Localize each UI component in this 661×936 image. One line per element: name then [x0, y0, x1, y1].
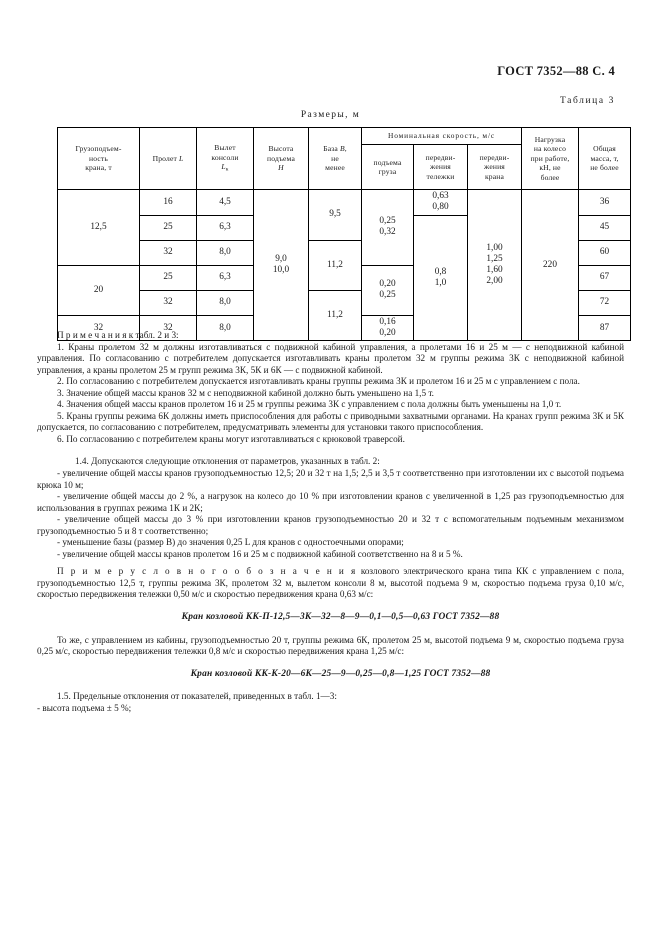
th-total-mass: Общая масса, т, не более [579, 128, 631, 190]
designation-2: Кран козловой КК-К-20—6К—25—9—0,25—0,8—1,25 ГОСТ 7352—88 [190, 668, 491, 679]
note-item-4: 4. Значения общей массы кранов пролетом 16 и 25 м группы режима 3К с управлением с пола должны быть уменьшены на 1,0 т. [57, 399, 562, 410]
th-lift-height: Высота подъема H [254, 128, 309, 190]
cell-lift-height: 9,0 10,0 [254, 190, 309, 341]
dimensions-label: Размеры, м [300, 110, 361, 120]
cell-speed-load: 0,20 0,25 [362, 265, 414, 315]
example-text-1: козлового электрического крана типа КК с управлением с пола, грузоподъемностью 12,5 т, группы режима 3К, пролетом 32 м, вылетом консоли 8 м, высотой подъема 9 м, скоростью подъема груза 0,10 м/с, скоростью передвижения тележки 0,50 м/с и скоростью передвижения крана 0,63 м/с: [37, 566, 625, 600]
cell-span: 25 [140, 265, 197, 290]
table-header-row-1 [58, 128, 631, 145]
cell-cantilever: 8,0 [197, 315, 254, 341]
clause-1-4-bullet-5: - увеличение общей массы кранов пролетом 16 и 25 м с подвижной кабиной соответственно на 8 и 5 %. [57, 548, 463, 559]
cell-total-mass: 67 [579, 265, 631, 290]
cell-cantilever: 6,3 [197, 265, 254, 290]
cell-span: 32 [140, 315, 197, 341]
th-capacity: Грузоподъем- ность крана, т [58, 128, 140, 190]
cell-capacity: 32 [58, 315, 140, 341]
clause-1-4-bullet-1: - увеличение общей массы кранов грузоподъемностью 12,5; 20 и 32 т на 1,5; 2,5 и 3,5 т соответственно при изготовлении их с высотой подъема крюка 10 м; [37, 468, 624, 490]
note-item-6: 6. По согласованию с потребителем краны могут изготавливаться с крюковой траверсой. [57, 433, 405, 444]
cell-speed-trolley: 0,8 1,0 [414, 215, 468, 341]
cell-total-mass: 60 [579, 240, 631, 265]
cell-span: 32 [140, 290, 197, 315]
note-item-2: 2. По согласованию с потребителем допускается изготавливать краны группы режима 3К и пролетом 16 и 25 м с управлением с пола. [57, 376, 580, 387]
designation-1: Кран козловой КК-П-12,5—3К—32—8—9—0,1—0,5—0,63 ГОСТ 7352—88 [181, 612, 500, 623]
th-speed-trolley: передви- жения тележки [414, 145, 468, 190]
th-cantilever: Вылет консоли $L_к$ [197, 128, 254, 190]
cell-base: 11,2 [309, 240, 362, 290]
table-row [58, 190, 631, 216]
cell-span: 32 [140, 240, 197, 265]
clause-1-4-intro: 1.4. Допускаются следующие отклонения от параметров, указанных в табл. 2: [75, 456, 380, 467]
example-text-2: То же, с управлением из кабины, грузоподъемностью 20 т, группы режима 6К, пролетом 25 м, высотой подъема 9 м, скоростью подъема груза 0,25 м/с, скоростью передвижения тележки 0,8 м/с и скоростью передвижения крана 1,25 м/с: [37, 634, 624, 657]
page-header-standard-ref: ГОСТ 7352—88 С. 4 [497, 64, 615, 78]
cell-wheel-load: 220 [522, 190, 579, 341]
cell-span: 16 [140, 190, 197, 216]
th-wheel-load: Нагрузка на колесо при работе, кН, не более [522, 128, 579, 190]
note-item-3: 3. Значение общей массы кранов 32 м с неподвижной кабиной должно быть уменьшено на 1,5 т. [57, 387, 434, 398]
example-label: П р и м е р у с л о в н о г о о б о з н а ч е н и я [57, 566, 357, 577]
cell-total-mass: 72 [579, 290, 631, 315]
cell-total-mass: 87 [579, 315, 631, 341]
cell-base: 9,5 [309, 190, 362, 241]
th-base: База B, не менее [309, 128, 362, 190]
th-span: Пролет L [140, 128, 197, 190]
cell-base: 11,2 [309, 290, 362, 341]
clause-1-4-bullet-4: - уменьшение базы (размер B) до значения 0,25 L для кранов с одностоечными опорами; [57, 537, 404, 548]
cell-capacity: 12,5 [58, 190, 140, 266]
example-paragraph-1 [37, 566, 624, 601]
cell-cantilever: 6,3 [197, 215, 254, 240]
cell-cantilever: 4,5 [197, 190, 254, 216]
table-3-wrapper [57, 127, 619, 341]
cell-speed-load: 0,25 0,32 [362, 190, 414, 266]
cell-speed-load: 0,16 0,20 [362, 315, 414, 341]
note-item-5: 5. Краны группы режима 6К должны иметь приспособления для работы с приводными захватными органами. На кранах групп режима 3К и 5К допускается, по согласованию с потребителем, предусматривать элементы для установки такого приспособления. [37, 410, 624, 433]
clause-1-4-bullet-3: - увеличение общей массы до 3 % при изготовлении кранов грузоподъемностью 20 и 32 т с вспомогательным подъемным механизмом грузоподъемностью 5 и 8 т соответственно; [37, 514, 624, 536]
cell-speed-crane: 1,00 1,25 1,60 2,00 [468, 190, 522, 341]
clause-1-4-bullet-2: - увеличение общей массы до 2 %, а нагрузок на колесо до 10 % при изготовлении кранов с увеличенной в 1,25 раз грузоподъемностью для использования в группах режима 1К и 2К; [37, 491, 624, 513]
th-nominal-speed-group: Номинальная скорость, м/с [362, 128, 522, 145]
table-caption: Таблица 3 [559, 96, 615, 106]
cell-span: 25 [140, 215, 197, 240]
cell-speed-trolley: 0,63 0,80 [414, 190, 468, 216]
th-speed-crane: передви- жения крана [468, 145, 522, 190]
clause-1-5-intro: 1.5. Предельные отклонения от показателей, приведенных в табл. 1—3: [57, 691, 337, 702]
parameters-table [57, 127, 631, 341]
cell-capacity: 20 [58, 265, 140, 315]
cell-cantilever: 8,0 [197, 290, 254, 315]
cell-total-mass: 45 [579, 215, 631, 240]
clause-1-5-bullet-1: - высота подъема ± 5 %; [37, 702, 132, 713]
note-item-1: 1. Краны пролетом 32 м должны изготавливаться с подвижной кабиной управления, а пролетами 16 и 25 м — с неподвижной кабиной управления. По согласованию с потребителем допускается изготавливать краны пролетом 32 м группы режима 3К с неподвижной кабиной управления, а краны пролетом 25 м групп режима 3К, 5К и 6К — с подвижной кабиной. [37, 341, 624, 375]
cell-cantilever: 8,0 [197, 240, 254, 265]
document-body [37, 330, 624, 714]
th-speed-load: подъема груза [362, 145, 414, 190]
cell-total-mass: 36 [579, 190, 631, 216]
notes-title: П р и м е ч а н и я к табл. 2 и 3: [57, 330, 179, 340]
